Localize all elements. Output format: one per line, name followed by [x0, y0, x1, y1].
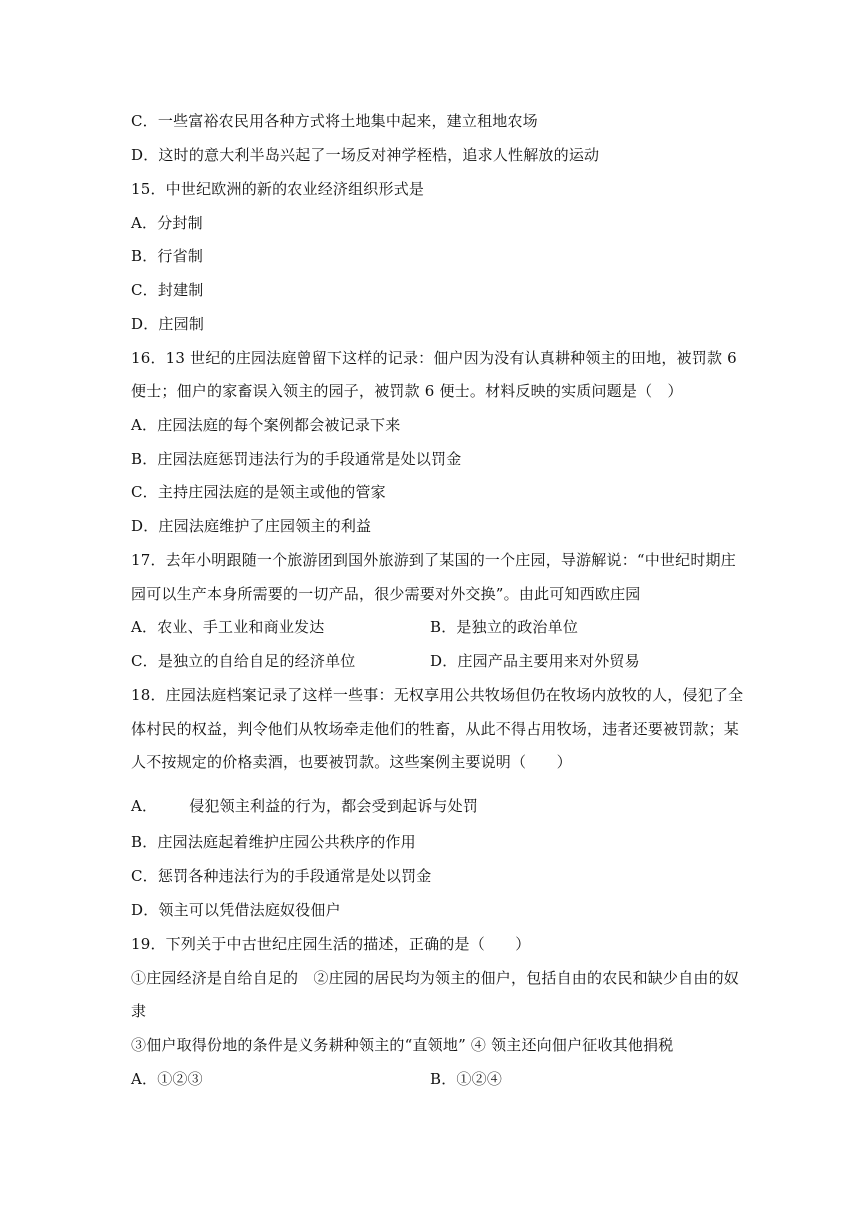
q17-option-b: B．是独立的政治单位: [430, 618, 579, 636]
question-17-stem-line1: 17．去年小明跟随一个旅游团到国外旅游到了某国的一个庄园，导游解说：“中世纪时期庄: [131, 551, 736, 569]
question-19-stem: 19．下列关于中古世纪庄园生活的描述，正确的是（ ）: [131, 935, 531, 953]
q15-option-a: A．分封制: [131, 214, 203, 232]
q16-option-a: A．庄园法庭的每个案例都会被记录下来: [131, 416, 401, 434]
q14-option-c: C．一些富裕农民用各种方式将土地集中起来，建立租地农场: [131, 112, 538, 130]
q16-option-d: D．庄园法庭维护了庄园领主的利益: [131, 517, 372, 535]
q18-option-a: [131, 796, 478, 816]
q15-option-b: B．行省制: [131, 247, 204, 265]
q19-option-b: B．①②④: [430, 1070, 503, 1088]
q15-option-c: C．封建制: [131, 281, 204, 299]
q16-option-c: C．主持庄园法庭的是领主或他的管家: [131, 483, 386, 501]
q19-statement-line3: ③佃户取得份地的条件是义务耕种领主的“直领地” ④ 领主还向佃户征收其他捐税: [131, 1036, 674, 1054]
q15-option-d: D．庄园制: [131, 315, 205, 333]
q19-statement-line2: 隶: [131, 1002, 147, 1020]
question-16-stem-line2: 便士；佃户的家畜误入领主的园子，被罚款 6 便士。材料反映的实质问题是（ ）: [131, 382, 683, 400]
q14-option-d: D．这时的意大利半岛兴起了一场反对神学桎梏，追求人性解放的运动: [131, 146, 600, 164]
q17-option-d: D．庄园产品主要用来对外贸易: [430, 652, 640, 670]
question-18-stem-line1: 18．庄园法庭档案记录了这样一些事：无权享用公共牧场但仍在牧场内放牧的人，侵犯了全: [131, 686, 744, 704]
question-18-stem-line3: 人不按规定的价格卖酒，也要被罚款。这些案例主要说明（ ）: [131, 753, 572, 771]
q17-option-c: C．是独立的自给自足的经济单位: [131, 652, 356, 670]
q19-option-a: A．①②③: [131, 1070, 203, 1088]
question-17-stem-line2: 园可以生产本身所需要的一切产品，很少需要对外交换”。由此可知西欧庄园: [131, 585, 641, 603]
q18-option-a-label: A．: [131, 797, 158, 815]
q16-option-b: B．庄园法庭惩罚违法行为的手段通常是处以罚金: [131, 450, 462, 468]
q18-option-d: D．领主可以凭借法庭奴役佃户: [131, 901, 341, 919]
q19-statement-line1: ①庄园经济是自给自足的 ②庄园的居民均为领主的佃户，包括自由的农民和缺少自由的奴: [131, 969, 740, 987]
q18-option-b: B．庄园法庭起着维护庄园公共秩序的作用: [131, 833, 416, 851]
question-18-stem-line2: 体村民的权益，判令他们从牧场牵走他们的牲畜，从此不得占用牧场，违者还要被罚款；某: [131, 720, 740, 738]
q18-option-c: C．惩罚各种违法行为的手段通常是处以罚金: [131, 867, 432, 885]
q17-option-a: A．农业、手工业和商业发达: [131, 618, 325, 636]
question-16-stem-line1: 16．13 世纪的庄园法庭曾留下这样的记录：佃户因为没有认真耕种领主的田地，被罚款 6: [131, 349, 737, 367]
q18-option-a-text: 侵犯领主利益的行为，都会受到起诉与处罚: [189, 797, 479, 815]
question-15-stem: 15．中世纪欧洲的新的农业经济组织形式是: [131, 180, 425, 198]
